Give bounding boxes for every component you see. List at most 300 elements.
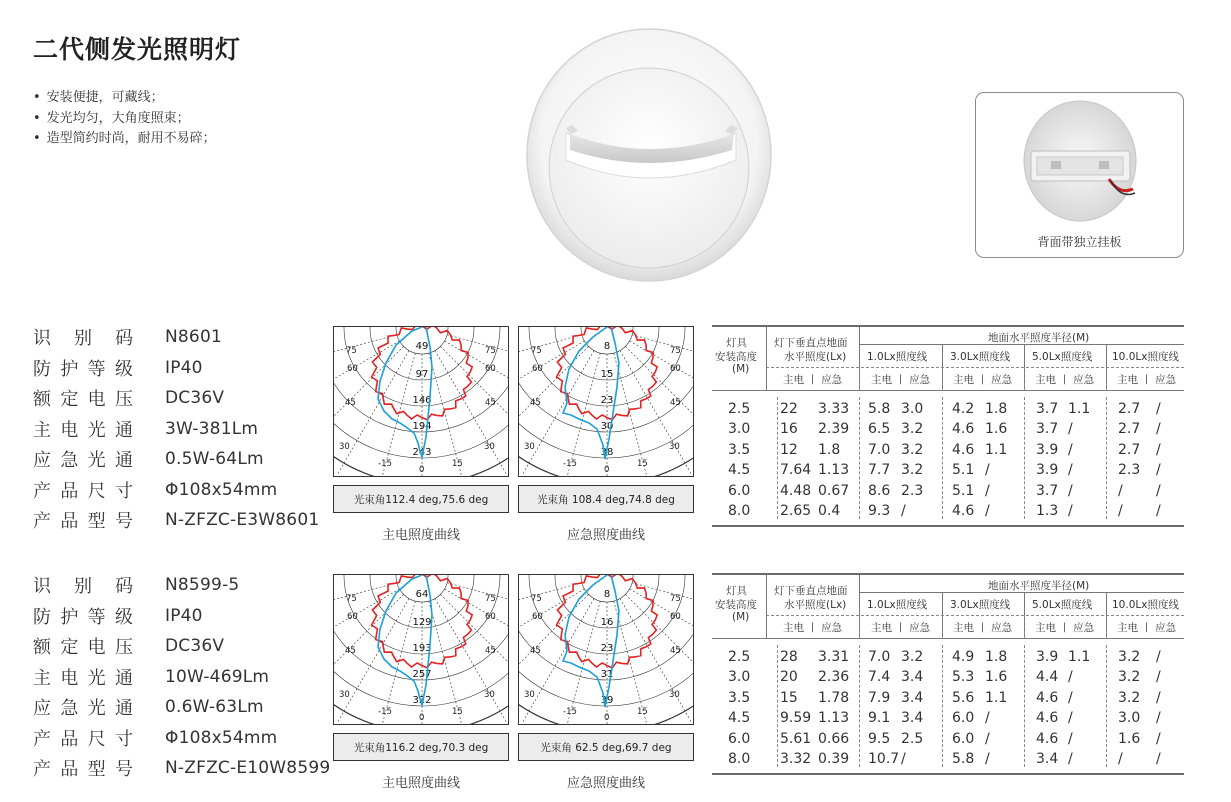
spec-label: 产品型号 <box>33 511 133 533</box>
table-cell: / <box>1068 689 1073 706</box>
back-plate-card <box>975 92 1184 258</box>
table-header <box>712 573 1184 639</box>
ring-value: 322 <box>412 695 432 706</box>
table-cell: 3.2 <box>1118 669 1141 686</box>
table-cell: 1.1 <box>1068 401 1091 417</box>
table-row <box>712 729 1184 749</box>
table-cell: 2.5 <box>728 401 751 417</box>
spec-row <box>33 601 330 632</box>
table-cell: 8.0 <box>728 503 751 519</box>
table-cell: 3.0 <box>901 401 924 417</box>
table-divider <box>766 615 1184 616</box>
angle-label: 75 <box>670 594 681 604</box>
angle-label: -15 <box>563 459 577 469</box>
spec-value: IP40 <box>165 357 203 378</box>
table-cell: 3.2 <box>901 441 924 458</box>
main-emergency-header: 主电 丨 应急 <box>871 622 931 634</box>
table-cell: 1.78 <box>818 689 850 706</box>
spec-row <box>33 662 330 693</box>
spec-list <box>33 570 330 784</box>
polar-plot <box>518 326 694 477</box>
radius-line-header: 5.0Lx照度线 <box>1032 351 1093 363</box>
table-cell: 2.3 <box>1118 462 1141 479</box>
table-cell: / <box>901 503 906 519</box>
spec-label: 主电光通 <box>33 419 133 441</box>
table-cell: 1.6 <box>985 669 1008 686</box>
feature-item: • 安装便捷，可藏线； <box>33 88 216 109</box>
table-cell: 7.0 <box>868 649 891 665</box>
angle-label: 30 <box>669 442 680 452</box>
table-row <box>712 688 1184 708</box>
ring-value: 23 <box>600 395 614 406</box>
table-cell: 2.3 <box>901 482 924 499</box>
table-cell: 6.0 <box>952 710 975 727</box>
angle-label: -15 <box>378 459 392 469</box>
table-cell: 0.39 <box>818 751 850 767</box>
table-cell: / <box>1068 710 1073 727</box>
spec-label: 额定电压 <box>33 389 133 411</box>
polar-plot <box>333 574 509 725</box>
spec-value: DC36V <box>165 636 225 657</box>
radius-line-header: 3.0Lx照度线 <box>950 599 1011 611</box>
angle-label: 45 <box>670 646 681 656</box>
table-cell: 3.32 <box>780 751 812 767</box>
table-cell: 1.8 <box>985 401 1008 417</box>
spec-value: N-ZFZC-E10W8599 <box>165 758 331 779</box>
spec-row <box>33 414 319 445</box>
table-cell: 5.8 <box>868 401 891 417</box>
table-cell: 7.9 <box>868 689 891 706</box>
angle-label: 60 <box>347 612 358 622</box>
table-cell: 3.5 <box>728 689 751 706</box>
table-cell: 5.8 <box>952 751 975 767</box>
angle-label: 75 <box>531 594 542 604</box>
polar-caption: 应急照度曲线 <box>566 776 645 791</box>
table-cell: 0.66 <box>818 730 850 747</box>
table-cell: 5.1 <box>952 482 975 499</box>
table-cell: 3.4 <box>901 689 924 706</box>
ring-value: 129 <box>412 617 432 628</box>
table-row <box>712 399 1184 419</box>
spec-label: 主电光通 <box>33 667 133 689</box>
table-cell: 12 <box>780 441 798 458</box>
angle-label: 30 <box>339 690 350 700</box>
radius-line-header: 10.0Lx照度线 <box>1112 599 1179 611</box>
angle-label: 75 <box>346 346 357 356</box>
ring-value: 39 <box>600 695 614 706</box>
table-cell: 9.3 <box>868 503 891 519</box>
table-cell: 4.6 <box>1036 710 1059 727</box>
table-cell: 28 <box>780 649 798 665</box>
table-cell: 2.65 <box>780 503 812 519</box>
header-cell: 灯具 <box>726 585 747 597</box>
table-cell: 2.7 <box>1118 441 1141 458</box>
table-cell: / <box>1156 441 1161 458</box>
spec-row <box>33 383 319 414</box>
spec-row <box>33 505 319 536</box>
ring-value: 15 <box>600 369 614 380</box>
ring-value: 193 <box>412 643 432 654</box>
table-cell: 4.6 <box>1036 689 1059 706</box>
table-divider <box>766 327 767 391</box>
spec-label: 产品尺寸 <box>33 728 133 750</box>
table-cell: / <box>985 710 990 727</box>
table-cell: 22 <box>780 401 798 417</box>
table-cell: 3.9 <box>1036 649 1059 665</box>
angle-label: 30 <box>524 690 535 700</box>
table-cell: / <box>1068 462 1073 479</box>
angle-label: 45 <box>530 646 541 656</box>
table-cell: 6.0 <box>728 482 751 499</box>
table-cell: 9.1 <box>868 710 891 727</box>
table-cell: 2.39 <box>818 421 850 438</box>
ring-value: 146 <box>412 395 432 406</box>
table-cell: / <box>901 751 906 767</box>
polar-caption: 主电照度曲线 <box>381 776 460 791</box>
radius-line-header: 5.0Lx照度线 <box>1032 599 1093 611</box>
table-cell: / <box>1068 751 1073 767</box>
table-cell: 4.4 <box>1036 669 1059 686</box>
spec-value: DC36V <box>165 388 225 409</box>
spec-value: 0.6W-63Lm <box>165 697 264 718</box>
spec-value: 0.5W-64Lm <box>165 449 264 470</box>
feature-list <box>33 88 216 150</box>
table-cell: / <box>1156 401 1161 417</box>
spec-value: 10W-469Lm <box>165 666 270 687</box>
table-row <box>712 667 1184 687</box>
angle-label: 0 <box>419 465 425 475</box>
spec-value: N8599-5 <box>165 575 240 596</box>
table-cell: 8.0 <box>728 751 751 767</box>
ring-value: 30 <box>600 421 614 432</box>
header-cell: 安装高度 <box>715 351 757 363</box>
angle-label: 60 <box>670 612 681 622</box>
main-emergency-header: 主电 丨 应急 <box>1117 374 1177 386</box>
table-cell: 3.2 <box>901 421 924 438</box>
angle-label: 75 <box>346 594 357 604</box>
table-cell: / <box>985 730 990 747</box>
table-cell: 4.9 <box>952 649 975 665</box>
header-cell: 灯具 <box>726 337 747 349</box>
beam-angle: 光束角 108.4 deg,74.8 deg <box>518 485 694 513</box>
main-emergency-header: 主电 丨 应急 <box>783 374 843 386</box>
spec-row <box>33 353 319 384</box>
table-cell: 4.6 <box>952 421 975 438</box>
table-cell: 2.5 <box>728 649 751 665</box>
table-cell: 1.13 <box>818 710 850 727</box>
table-cell: 1.6 <box>1118 730 1141 747</box>
table-row <box>712 708 1184 728</box>
polar-caption: 应急照度曲线 <box>566 528 645 543</box>
beam-angle: 光束角116.2 deg,70.3 deg <box>333 733 509 761</box>
table-cell: / <box>1156 421 1161 438</box>
table-row <box>712 481 1184 501</box>
table-cell: 3.9 <box>1036 462 1059 479</box>
curve-c90-270 <box>563 327 619 459</box>
curve-c90-270 <box>563 575 619 707</box>
ring-value: 38 <box>600 447 614 458</box>
angle-label: -15 <box>378 707 392 717</box>
angle-label: 45 <box>670 398 681 408</box>
table-cell: 4.6 <box>1036 730 1059 747</box>
table-cell: 1.3 <box>1036 503 1059 519</box>
table-cell: 1.1 <box>985 441 1008 458</box>
spec-row <box>33 322 319 353</box>
spec-row <box>33 631 330 662</box>
ring-value: 194 <box>412 421 432 432</box>
header-cell: 地面水平照度半径(M) <box>988 580 1090 592</box>
spec-row <box>33 444 319 475</box>
table-divider <box>1024 615 1025 639</box>
angle-label: 15 <box>452 707 463 717</box>
photometric-table <box>712 325 1184 527</box>
spec-row <box>33 570 330 601</box>
angle-label: 30 <box>484 690 495 700</box>
table-row <box>712 647 1184 667</box>
table-cell: / <box>1156 730 1161 747</box>
polar-plot <box>518 574 694 725</box>
angle-label: 30 <box>484 442 495 452</box>
table-cell: / <box>1068 441 1073 458</box>
table-cell: 3.4 <box>901 669 924 686</box>
beam-angle: 光束角 62.5 deg,69.7 deg <box>518 733 694 761</box>
table-cell: 1.8 <box>818 441 841 458</box>
angle-label: 45 <box>485 646 496 656</box>
angle-label: 60 <box>670 364 681 374</box>
angle-label: 0 <box>604 465 610 475</box>
table-row <box>712 460 1184 480</box>
main-emergency-header: 主电 丨 应急 <box>1117 622 1177 634</box>
radius-line-header: 10.0Lx照度线 <box>1112 351 1179 363</box>
header-cell: 灯下垂直点地面 <box>774 585 848 597</box>
ring-value: 243 <box>412 447 432 458</box>
table-cell: 5.3 <box>952 669 975 686</box>
angle-label: 60 <box>485 612 496 622</box>
table-cell: 1.1 <box>1068 649 1091 665</box>
spec-label: 产品尺寸 <box>33 480 133 502</box>
table-cell: 3.2 <box>1118 689 1141 706</box>
table-cell: 3.7 <box>1036 421 1059 438</box>
angle-label: 30 <box>524 442 535 452</box>
spec-value: IP40 <box>165 605 203 626</box>
table-cell: / <box>985 482 990 499</box>
table-cell: / <box>1156 649 1161 665</box>
main-emergency-header: 主电 丨 应急 <box>953 374 1013 386</box>
table-cell: / <box>1118 751 1123 767</box>
header-cell: 灯下垂直点地面 <box>774 337 848 349</box>
angle-label: 60 <box>347 364 358 374</box>
angle-label: 0 <box>604 713 610 723</box>
table-cell: 5.6 <box>952 689 975 706</box>
ring-value: 49 <box>415 341 429 352</box>
ring-value: 8 <box>603 341 611 352</box>
header-cell: 地面水平照度半径(M) <box>988 332 1090 344</box>
table-cell: / <box>1156 710 1161 727</box>
table-cell: 4.48 <box>780 482 812 499</box>
ring-value: 64 <box>415 589 429 600</box>
table-divider <box>1106 367 1107 391</box>
feature-item: • 造型简约时尚，耐用不易碎； <box>33 129 216 150</box>
angle-label: 60 <box>485 364 496 374</box>
angle-label: 60 <box>532 612 543 622</box>
back-plate-caption: 背面带独立挂板 <box>1037 235 1122 249</box>
table-divider <box>859 592 1184 593</box>
angle-label: 45 <box>485 398 496 408</box>
beam-angle: 光束角112.4 deg,75.6 deg <box>333 485 509 513</box>
table-cell: 3.7 <box>1036 401 1059 417</box>
table-row <box>712 749 1184 769</box>
angle-label: 30 <box>339 442 350 452</box>
table-cell: 3.0 <box>728 421 751 438</box>
table-cell: / <box>1068 421 1073 438</box>
spec-label: 防护等级 <box>33 358 133 380</box>
table-cell: 20 <box>780 669 798 686</box>
table-cell: 1.1 <box>985 689 1008 706</box>
table-cell: / <box>1118 503 1123 519</box>
table-cell: 4.5 <box>728 710 751 727</box>
table-divider <box>942 367 943 391</box>
ring-value: 31 <box>600 669 614 680</box>
table-cell: 4.6 <box>952 441 975 458</box>
table-divider <box>859 367 860 391</box>
header-cell: (M) <box>732 363 750 375</box>
table-cell: 9.5 <box>868 730 891 747</box>
feature-item: • 发光均匀，大角度照束； <box>33 109 216 130</box>
table-cell: 6.0 <box>728 730 751 747</box>
table-cell: 7.64 <box>780 462 812 479</box>
table-cell: / <box>1156 669 1161 686</box>
table-cell: / <box>1068 669 1073 686</box>
angle-label: 15 <box>452 459 463 469</box>
table-cell: 0.67 <box>818 482 850 499</box>
radius-line-header: 1.0Lx照度线 <box>867 599 928 611</box>
angle-label: 75 <box>485 346 496 356</box>
table-cell: 1.6 <box>985 421 1008 438</box>
spec-value: Φ108x54mm <box>165 479 278 500</box>
table-cell: / <box>1156 751 1161 767</box>
angle-label: 15 <box>637 707 648 717</box>
table-divider <box>766 575 767 639</box>
table-row <box>712 501 1184 521</box>
table-cell: 10.7 <box>868 751 900 767</box>
table-cell: / <box>985 751 990 767</box>
table-cell: 2.7 <box>1118 421 1141 438</box>
table-cell: 5.1 <box>952 462 975 479</box>
spec-row <box>33 692 330 723</box>
ring-value: 16 <box>600 617 614 628</box>
angle-label: 30 <box>669 690 680 700</box>
spec-label: 产品型号 <box>33 759 133 781</box>
table-cell: 7.0 <box>868 441 891 458</box>
radius-line-header: 1.0Lx照度线 <box>867 351 928 363</box>
table-cell: 2.36 <box>818 669 850 686</box>
table-cell: 9.59 <box>780 710 812 727</box>
product-front-image <box>526 28 773 283</box>
spec-row <box>33 723 330 754</box>
angle-label: 45 <box>530 398 541 408</box>
table-cell: / <box>1068 503 1073 519</box>
photometric-table <box>712 573 1184 775</box>
back-plate-image <box>1023 99 1138 227</box>
angle-label: -15 <box>563 707 577 717</box>
table-cell: 3.9 <box>1036 441 1059 458</box>
table-cell: 3.2 <box>1118 649 1141 665</box>
spec-row <box>33 753 330 784</box>
angle-label: 45 <box>345 646 356 656</box>
ring-value: 8 <box>603 589 611 600</box>
angle-label: 0 <box>419 713 425 723</box>
spec-value: N-ZFZC-E3W8601 <box>165 510 320 531</box>
table-cell: 0.4 <box>818 503 841 519</box>
table-cell: 6.0 <box>952 730 975 747</box>
ring-value: 97 <box>415 369 429 380</box>
table-cell: / <box>1156 503 1161 519</box>
spec-label: 额定电压 <box>33 637 133 659</box>
main-emergency-header: 主电 丨 应急 <box>1035 374 1095 386</box>
spec-label: 识 别 码 <box>33 328 133 350</box>
table-cell: 1.8 <box>985 649 1008 665</box>
main-emergency-header: 主电 丨 应急 <box>783 622 843 634</box>
table-cell: 3.0 <box>728 669 751 686</box>
radius-line-header: 3.0Lx照度线 <box>950 351 1011 363</box>
table-cell: 16 <box>780 421 798 438</box>
angle-label: 15 <box>637 459 648 469</box>
table-cell: / <box>1156 482 1161 499</box>
table-cell: / <box>1068 730 1073 747</box>
table-row <box>712 440 1184 460</box>
table-cell: 3.33 <box>818 401 850 417</box>
table-cell: 1.13 <box>818 462 850 479</box>
table-divider <box>1024 367 1025 391</box>
table-divider <box>942 615 943 639</box>
table-cell: 3.7 <box>1036 482 1059 499</box>
table-body <box>712 639 1184 775</box>
table-cell: / <box>1118 482 1123 499</box>
table-cell: 7.4 <box>868 669 891 686</box>
table-cell: 5.61 <box>780 730 812 747</box>
table-cell: / <box>985 503 990 519</box>
angle-label: 75 <box>485 594 496 604</box>
table-cell: 3.31 <box>818 649 850 665</box>
spec-label: 应急光通 <box>33 450 133 472</box>
header-cell: 水平照度(Lx) <box>784 599 847 611</box>
table-cell: 3.0 <box>1118 710 1141 727</box>
spec-value: Φ108x54mm <box>165 727 278 748</box>
spec-value: N8601 <box>165 327 222 348</box>
table-divider <box>859 344 1184 345</box>
spec-row <box>33 475 319 506</box>
table-cell: 8.6 <box>868 482 891 499</box>
table-cell: / <box>1156 689 1161 706</box>
table-cell: 3.5 <box>728 441 751 458</box>
spec-label: 识 别 码 <box>33 576 133 598</box>
table-divider <box>859 615 860 639</box>
table-cell: 15 <box>780 689 798 706</box>
angle-label: 60 <box>532 364 543 374</box>
polar-plot <box>333 326 509 477</box>
ring-value: 23 <box>600 643 614 654</box>
table-cell: 7.7 <box>868 462 891 479</box>
page-title: 二代侧发光照明灯 <box>33 35 242 64</box>
angle-label: 75 <box>531 346 542 356</box>
table-cell: 3.4 <box>1036 751 1059 767</box>
angle-label: 45 <box>345 398 356 408</box>
table-cell: 3.2 <box>901 462 924 479</box>
main-emergency-header: 主电 丨 应急 <box>1035 622 1095 634</box>
table-cell: / <box>1156 462 1161 479</box>
spec-list <box>33 322 319 536</box>
polar-caption: 主电照度曲线 <box>381 528 460 543</box>
